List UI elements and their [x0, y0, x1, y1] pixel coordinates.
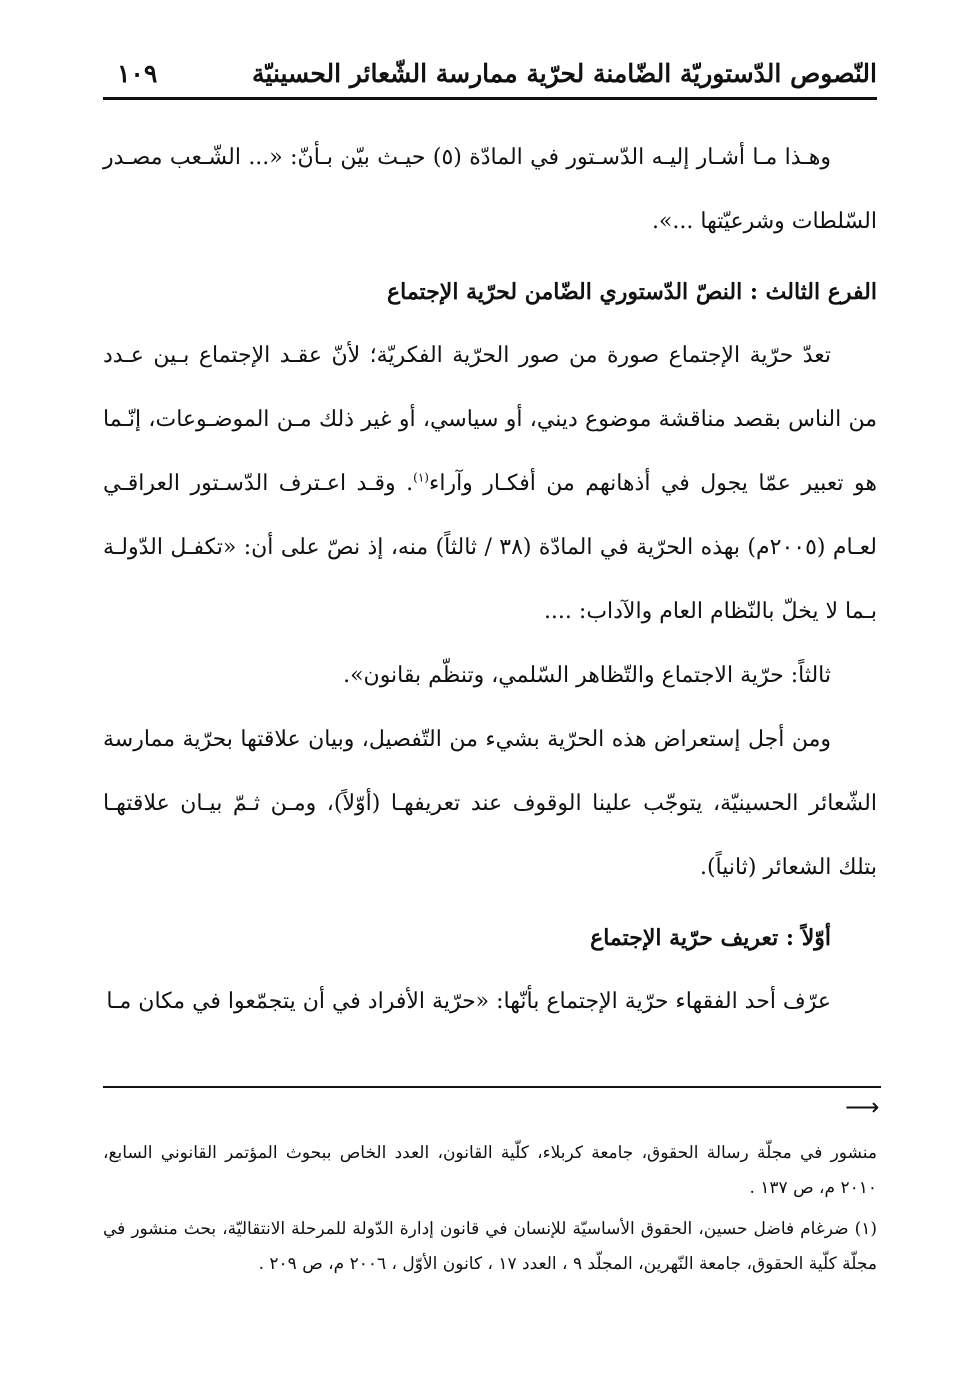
- paragraph-2-part-2: . وقـد اعـترف الدّسـتور العراقـي لعـام (٢٠٠٥م) بهذه الحرّية في المادّة (٣٨ / ثالثاً) منه، إذ نصّ على أن: «تكفـل الدّولـة بـما لا يخلّ بالنّظام العام والآداب: ....: [103, 471, 877, 624]
- paragraph-2: [103, 324, 877, 644]
- footnote-continued: منشور في مجلّة رسالة الحقوق، جامعة كربلاء، كلّية القانون، العدد الخاص ببحوث المؤتمر القانوني السابع، ٢٠١٠ م، ص ١٣٧ .: [103, 1143, 877, 1198]
- paragraph-3: ثالثاً: حرّية الاجتماع والتّظاهر السّلمي، وتنظّم بقانون».: [343, 663, 831, 688]
- header-divider: [103, 97, 877, 100]
- running-header: [103, 55, 877, 95]
- main-text: [103, 126, 877, 1034]
- continuation-arrow-icon: ⟶: [845, 1093, 880, 1121]
- paragraph-4: ومن أجل إستعراض هذه الحرّية بشيء من التّفصيل، وبيان علاقتها بحرّية ممارسة الشّعائر الحسينيّة، يتوجّب علينا الوقوف عند تعريفهـا (أوّلاً)، ومـن ثـمّ بيـان علاقتهـا بتلك الشعائر (ثانياً).: [103, 727, 877, 880]
- footnotes: [103, 1136, 877, 1288]
- footnote-marker-1[interactable]: (١): [413, 470, 429, 485]
- subsection-heading-1: أوّلاً : تعريف حرّية الإجتماع: [590, 925, 831, 951]
- paragraph-5: عرّف أحد الفقهاء حرّية الإجتماع بأنّها: «حرّية الأفراد في أن يتجمّعوا في مكان مـا: [106, 989, 831, 1014]
- header-title: النّصوص الدّستوريّة الضّامنة لحرّية ممارسة الشّعائر الحسينيّة: [252, 59, 877, 88]
- page-number: ١٠٩: [117, 59, 158, 88]
- footnote-divider: [103, 1086, 881, 1088]
- section-heading-3: الفرع الثالث : النصّ الدّستوري الضّامن لحرّية الإجتماع: [387, 279, 877, 305]
- paragraph-2-part-1: تعدّ حرّية الإجتماع صورة من صور الحرّية الفكريّة؛ لأنّ عقـد الإجتماع بـين عـدد من الناس بقصد مناقشة موضوع ديني، أو سياسي، أو غير ذلك مـن الموضـوعات، إنّـما هو تعبير عمّا يجول في أذهانهم من أفكـار وآراء: [103, 343, 877, 496]
- paragraph-1: وهـذا مـا أشـار إليـه الدّسـتور في المادّة (٥) حيـث بيّن بـأنّ: «... الشّـعب مصـدر السّلطات وشرعيّتها ...».: [103, 145, 877, 234]
- footnote-1: (١) ضرغام فاضل حسين، الحقوق الأساسيّة للإنسان في قانون إدارة الدّولة للمرحلة الانتقاليّة، بحث منشور في مجلّة كلّية الحقوق، جامعة النّهرين، المجلّد ٩ ، العدد ١٧ ، كانون الأوّل ، ٢٠٠٦ م، ص ٢٠٩ .: [103, 1219, 877, 1274]
